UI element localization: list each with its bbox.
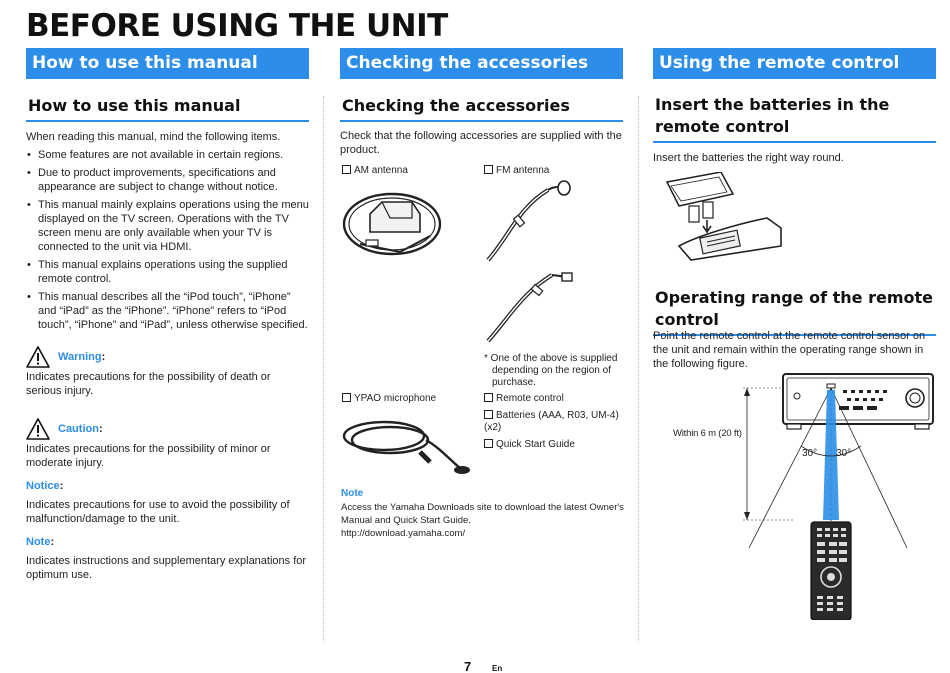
operating-range-text: Point the remote control at the remote control sensor on the unit and remain within the operating range shown in the following figure. xyxy=(653,330,926,370)
column-divider xyxy=(323,96,324,642)
caution-label-row xyxy=(26,418,309,440)
distance-label: Within 6 m (20 ft) xyxy=(673,428,742,439)
note-label: Note xyxy=(26,536,51,548)
warning-label: Warning xyxy=(58,351,102,363)
column-accessories xyxy=(340,48,623,588)
am-antenna-image xyxy=(340,188,448,260)
notice-label-row xyxy=(26,476,309,494)
accessories-note-text: Access the Yamaha Downloads site to download the latest Owner's Manual and Quick Start Guide. xyxy=(341,502,624,526)
ypao-microphone-image xyxy=(340,410,470,482)
batteries-item xyxy=(484,410,624,434)
warning-label-row xyxy=(26,346,309,368)
accessories-note-label: Note xyxy=(341,488,364,499)
page-title: BEFORE USING THE UNIT xyxy=(26,8,448,44)
caution-text: Indicates precautions for the possibility of minor or moderate injury. xyxy=(26,443,271,469)
list-item: • Some features are not available in certain regions. xyxy=(26,148,309,162)
banner-manual: How to use this manual xyxy=(26,48,309,79)
warning-colon: : xyxy=(101,351,106,363)
warning-text: Indicates precautions for the possibility of death or serious injury. xyxy=(26,371,271,397)
checkbox-icon xyxy=(484,410,493,419)
note-label-row xyxy=(26,532,309,550)
battery-insertion-image xyxy=(657,172,785,264)
banner-accessories: Checking the accessories xyxy=(340,48,623,79)
remote-control-item xyxy=(484,393,564,405)
column-divider xyxy=(638,96,639,642)
insert-batteries-text: Insert the batteries the right way round. xyxy=(653,152,844,164)
notice-text: Indicates precautions for use to avoid the possibility of malfunction/damage to the unit. xyxy=(26,499,290,525)
angle-right-label: 30° xyxy=(836,448,852,459)
ypao-microphone-label: YPAO microphone xyxy=(354,393,437,404)
checkbox-icon xyxy=(484,393,493,402)
accessories-intro: Check that the following accessories are supplied with the product. xyxy=(340,130,622,156)
caution-colon: : xyxy=(98,423,103,435)
quick-start-label: Quick Start Guide xyxy=(496,439,575,450)
remote-control-label: Remote control xyxy=(496,393,564,404)
operating-range-diagram xyxy=(735,370,935,620)
caution-triangle-icon xyxy=(26,418,50,440)
notice-label: Notice xyxy=(26,480,60,492)
fm-antenna-image-1 xyxy=(478,178,578,268)
column-remote xyxy=(653,48,936,608)
list-item: • This manual describes all the “iPod touch”, “iPhone” and “iPad” as the “iPhone”. “iPhone” refers to “iPod touch”, “iPhone” and “iPad”, unless otherwise specified. xyxy=(26,290,309,332)
angle-left-label: 30° xyxy=(802,448,818,459)
caution-label: Caution xyxy=(58,423,99,435)
note-text: Indicates instructions and supplementary explanations for optimum use. xyxy=(26,555,307,581)
checkbox-icon xyxy=(342,393,351,402)
list-item: • This manual explains operations using the supplied remote control. xyxy=(26,258,309,286)
fm-antenna-note: * One of the above is supplied depending on the region of purchase. xyxy=(484,353,618,388)
checkbox-icon xyxy=(342,165,351,174)
manual-intro: When reading this manual, mind the following items. xyxy=(26,131,281,143)
am-antenna-item xyxy=(342,165,408,177)
page-number: 7 xyxy=(464,659,472,673)
list-item: • Due to product improvements, specifications and appearance are subject to change without notice. xyxy=(26,166,309,194)
fm-antenna-label: FM antenna xyxy=(496,165,550,176)
batteries-label: Batteries (AAA, R03, UM-4) (x2) xyxy=(484,410,619,433)
note-colon: : xyxy=(50,536,55,548)
heading-accessories: Checking the accessories xyxy=(340,95,623,122)
accessories-note xyxy=(341,488,624,540)
heading-insert-batteries: Insert the batteries in the remote control xyxy=(653,94,936,143)
fm-antenna-image-2 xyxy=(478,263,578,348)
ypao-microphone-item xyxy=(342,393,436,405)
quick-start-item xyxy=(484,439,575,451)
warning-triangle-icon xyxy=(26,346,50,368)
download-url: http://download.yamaha.com/ xyxy=(341,528,466,539)
heading-operating-range: Operating range of the remote control xyxy=(653,287,936,336)
column-manual xyxy=(26,48,309,582)
banner-remote: Using the remote control xyxy=(653,48,936,79)
checkbox-icon xyxy=(484,439,493,448)
am-antenna-label: AM antenna xyxy=(354,165,408,176)
fm-antenna-item xyxy=(484,165,549,177)
heading-manual: How to use this manual xyxy=(26,95,309,122)
list-item: • This manual mainly explains operations using the menu displayed on the TV screen. Operations with the TV screen menu are only available when your TV is connected to the unit via HDMI. xyxy=(26,198,309,254)
checkbox-icon xyxy=(484,165,493,174)
notice-colon: : xyxy=(59,480,64,492)
manual-bullet-list xyxy=(26,148,309,332)
page-language: En xyxy=(492,664,503,673)
